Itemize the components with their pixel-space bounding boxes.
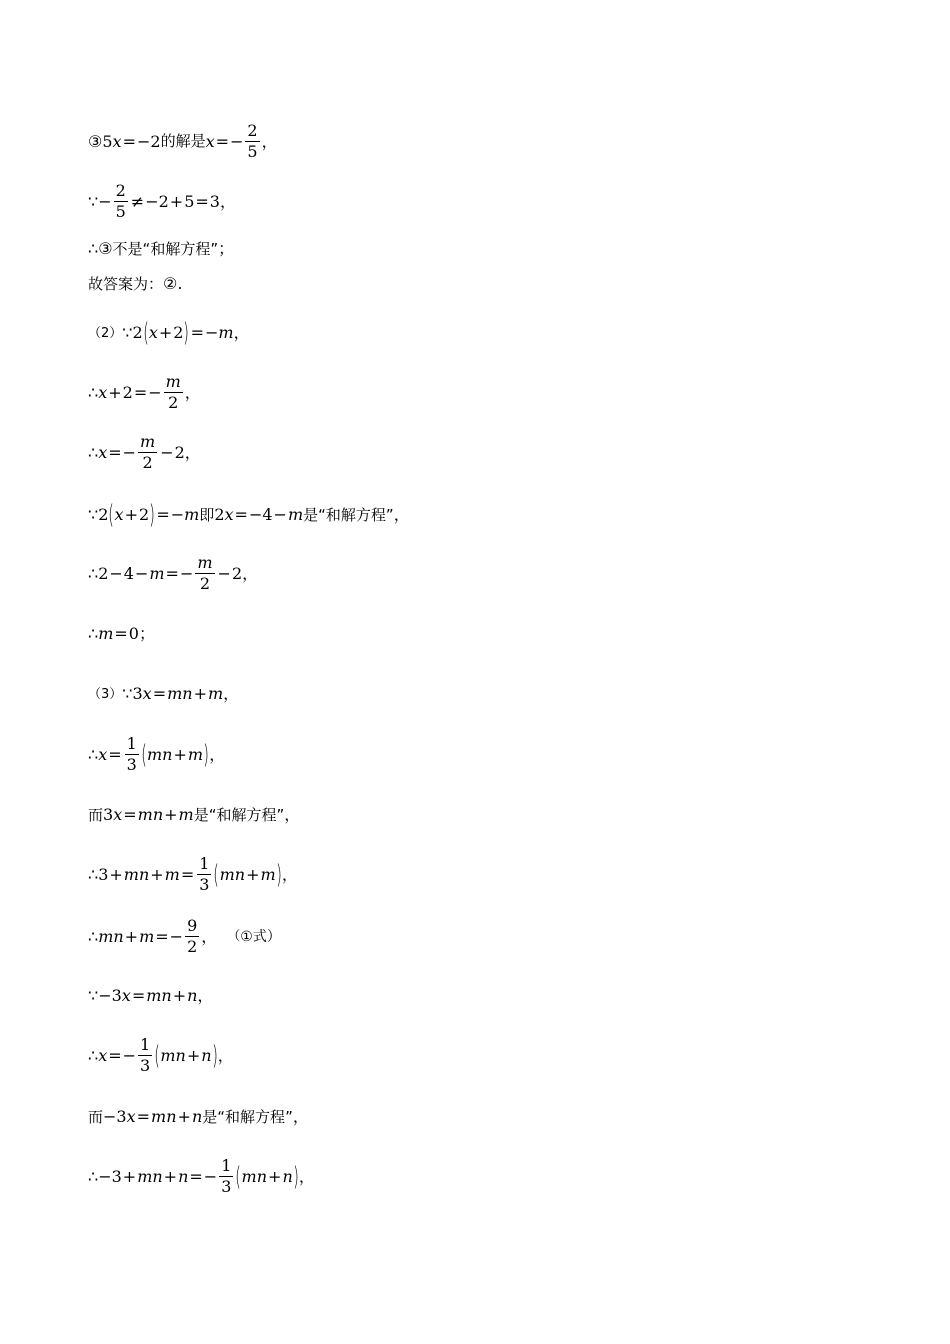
fraction: $\frac{1}{3}$: [140, 1035, 151, 1076]
part-3-line-5: ∴ m n + m = − $\frac{9}{2}$ ， （ ① 式）: [88, 916, 281, 957]
part-3-line-1: （3） ∵ 3 x = m n + m ，: [88, 684, 240, 703]
part-3-line-4: ∴ 3 + m n + m = $\frac{1}{3}$ ( m n + m ) ，: [88, 854, 298, 895]
fraction: $\frac{2}{5}$: [247, 121, 258, 162]
fraction: $\frac{2}{5}$: [115, 181, 126, 222]
solution-line-2: ∵ − $\frac{2}{5}$ ≠ − 2 + 5 = 3 ，: [88, 181, 236, 222]
fraction: $\frac{1}{3}$: [199, 854, 210, 895]
part-2-line-3: ∴ x = − $\frac{m}{2}$ − 2 ，: [88, 432, 201, 473]
part-2-line-2: ∴ x + 2 = − $\frac{m}{2}$ ，: [88, 372, 201, 413]
fraction: $\frac{1}{3}$: [221, 1156, 232, 1197]
fraction: $\frac{1}{3}$: [126, 734, 137, 775]
part-3-line-3: 而 3 x = m n + m 是 “ 和解方程 ” ，: [88, 805, 301, 824]
part-2-line-1: （2） ∵ 2 ( x + 2 ) = − m ，: [88, 318, 250, 348]
part-2-line-4: ∵ 2 ( x + 2 ) = − m 即 2 x = − 4 − m 是 “ 和解方程 ” ，: [88, 500, 410, 530]
solution-line-1: ③ 5 x = − 2 的解是 x = − $\frac{2}{5}$ ，: [88, 121, 278, 162]
part-3-line-7: ∴ x = − $\frac{1}{3}$ ( m n + n ) ，: [88, 1035, 234, 1076]
circled-3: ③: [88, 131, 103, 151]
part-2-line-5: ∴ 2 − 4 − m = − $\frac{m}{2}$ − 2 ，: [88, 553, 259, 594]
part-3-line-6: ∵ − 3 x = m n + n ，: [88, 986, 214, 1005]
fraction: $\frac{9}{2}$: [187, 916, 198, 957]
answer-line: 故答案为： ② .: [88, 274, 183, 293]
part-2-line-6: ∴ m = 0 ；: [88, 624, 155, 643]
fraction: $\frac{m}{2}$: [165, 372, 181, 413]
part-3-line-9: ∴ − 3 + m n + n = − $\frac{1}{3}$ ( m n + n ) ，: [88, 1156, 315, 1197]
solution-line-3: ∴ ③ 不是 “ 和解方程 ” ；: [88, 239, 235, 258]
part-3-line-2: ∴ x = $\frac{1}{3}$ ( m n + m ) ，: [88, 734, 226, 775]
fraction: $\frac{m}{2}$: [140, 432, 156, 473]
part-3-line-8: 而 − 3 x = m n + n 是 “ 和解方程 ” ，: [88, 1107, 309, 1126]
fraction: $\frac{m}{2}$: [197, 553, 213, 594]
